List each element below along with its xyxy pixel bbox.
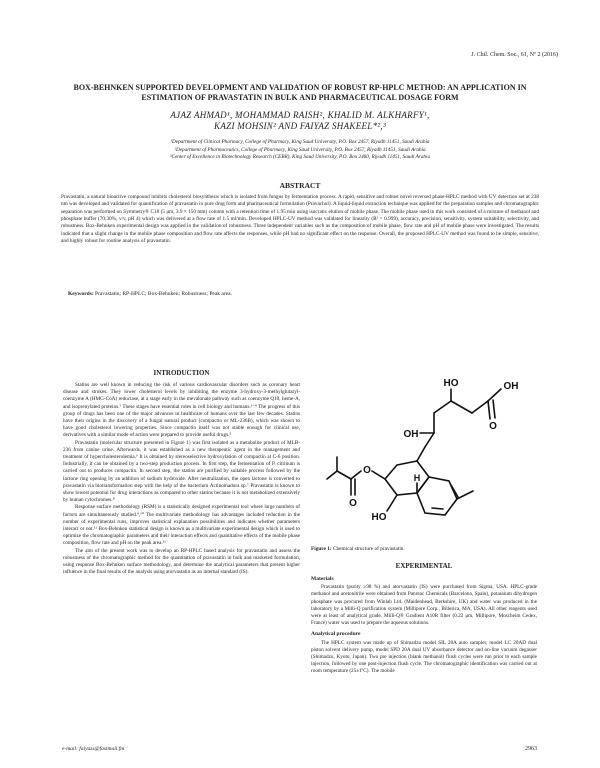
label-o-acid: O — [489, 421, 497, 432]
corresponding-email: e-mail: faiyazs@fastmail.fm — [62, 746, 125, 752]
introduction-body — [63, 382, 300, 576]
intro-paragraph: The aim of the present work was to develop an RP-HPLC based analysis for pravastatin and assess the robustness of the chromatographic method for the quantitation of pravastatin in bulk and marketed formulation, using response Box-Behnken surface methodology, and determine the analytical parameters that present higher influence in the final results of the analysis using atorvastatin as an internal standard (IS). — [63, 547, 300, 576]
paper-title: BOX-BEHNKEN SUPPORTED DEVELOPMENT AND VALIDATION OF ROBUST RP-HPLC METHOD: AN APPLICATION IN ESTIMATION OF PRAVASTATIN IN BULK AND PHARMACEUTICAL DOSAGE FORM — [73, 83, 527, 102]
intro-paragraph: Response surface methodology (RSM) is a statistically designed experimental tool where large numbers of factors are simultaneously studied.⁹,¹⁰ The multivariate methodology has advantages included reduction in the number of experimental runs, improves statistical explanation possibilities and indicates whether parameters interact or not.¹¹ Box-Behnken statistical design is known as a multivariate experimental design which is used to optimize the chromatographic parameters and their interaction effects and quantitative effects of the mobile phase composition, flow rate and pH on the peak area.¹¹ — [63, 504, 300, 547]
affiliations — [60, 139, 540, 162]
figure-caption-label: Figure 1: — [311, 546, 332, 552]
label-oh-ring: OH — [403, 429, 419, 440]
materials-paragraph: Pravastatin (purity ≥98 %) and atorvastatin (IS) were purchased from Sigma, USA. HPLC-grade methanol and acetonitrile were obtained from Panreac Chemicals (Barcelona, Spain), potassium dihydrogen phosphate was procured from Winlab Ltd. (Maidenhead, Berkshire, UK) and water was produced in the laboratory by a Milli-Q purification system (Millipore Corp., Billerica, MA, USA). All other reagents used were at least of analytical grade. Milli-Q® Gradient A10R filter (0.22 μm, Millipore, Moscheim Cedex, France) water was used to prepare the aqueous solutions. — [311, 584, 537, 627]
intro-paragraph: Statins are well known in reducing the risk of various cardiovascular disorders such as coronary heart disease and strokes. They lower cholesterol levels by inhibiting the enzyme 3-hydroxy-3-methylglutaryl-coenzyme A (HMG-CoA) reductase, at a stage early in the mevalonate pathway such as coenzyme Q10, heme-A, and isoprenylated proteins.¹ These stages have essential roles in cell biology and humans.²⁻⁴ The progress of this group of drugs has been one of the major advances in healthcare of humans over the last few decades. Statins have their origins in the discovery of a fungal natural product (compactin or ML-236B), which was shown to have good cholesterol lowering properties. Since compactin itself was not stable enough for clinical use, derivatives with a similar mode of action were prepared to provide useful drugs.⁵ — [63, 382, 300, 439]
label-ho-top: HO — [443, 378, 459, 389]
affiliation-2: ²Department of Pharmaceutics, College of Pharmacy, King Saud University, P.O. Box 2457, Riyadh 11451, Saudi Arabia — [174, 146, 426, 153]
label-oh-acid: OH — [503, 381, 519, 392]
keywords-label: Keywords: — [68, 291, 94, 297]
experimental-body — [311, 576, 537, 676]
label-o-ester: O — [363, 465, 371, 476]
abstract-heading: ABSTRACT — [279, 181, 321, 190]
figure-caption-text: Chemical structure of pravastatin. — [331, 546, 405, 552]
abstract-text: Pravastatin, a natural bioactive compound inhibits cholesterol biosynthesis which is isolated from fungus by fermentation process. A rapid, sensitive and robust novel reversed phase-HPLC method with UV detection set at 238 nm was developed and validated for quantification of pravastatin in pure drug form and pharmaceutical formulation (Pravachol). A liquid-liquid extraction technique was applied for the preparation samples and chromatographic separation was performed on Symmetry® C18 (5 μm, 3.9 × 150 mm) column with a retention time of 1.95 min using isocratic elution of mobile phase. The mobile phase used in this work consisted of a mixture of methanol and phosphate buffer (70:30%, v/v, pH 4) which was delivered at a flow rate of 1.5 ml/min. Developed HPLC-UV method was validated for linearity (R² = 0.999), accuracy, precision, sensitivity, system suitability, selectivity, and robustness. Box-Behnken experimental design was applied in the validation of robustness. Three independent variables such as the composition of mobile phase, flow rate and pH of mobile phase were investigated. The results indicated that a slight change in the mobile phase composition and flow rate affects the responses, while pH had no significant effect on the response. Overall, the proposed HPLC-UV method was found to be simple, sensitive, and highly robust for routine analysis of pravastatin. — [61, 194, 539, 245]
author-list — [60, 110, 540, 132]
pravastatin-structure-figure — [325, 375, 525, 540]
label-h-fusion: H — [413, 473, 421, 483]
experimental-heading: EXPERIMENTAL — [395, 562, 453, 570]
author-line-1: AJAZ AHMAD¹, MOHAMMAD RAISH², KHALID M. ALKHARFY¹, — [170, 110, 430, 120]
page-number: 2963 — [525, 746, 537, 752]
author-line-2: KAZI MOHSIN² AND FAIYAZ SHAKEEL*²,³ — [214, 121, 386, 131]
label-o-carbonyl: O — [349, 498, 357, 509]
journal-reference: J. Chil. Chem. Soc., 61, Nº 2 (2016) — [471, 52, 558, 58]
intro-paragraph: Pravastatin (molecular structure presented in Figure 1) was first isolated as a metabolite product of MLB-236 from canine urine. Afterwards, it was established as a new therapeutic agent in the management and treatment of hypercholesterolemia.⁶ It is obtained by stereoselective hydroxylation of compactin at C-6 position. Industrially, it can be obtained by a two-step production process. In first step, the fermentation of P. citrinum is carried out to produces compactin. In second step, the statins are purified by suitable process followed by the lactone ring opening by an addition of sodium hydroxide. After neutralization, the open lactone is converted to pravastatin via biotransformation step with the help of the bacterium Actinomadura sp.⁷ Pravastatin is known to show lowest potential for drug interactions as compared to other statins because it is not metabolized extensively by human cytochromes.⁸ — [63, 439, 300, 504]
introduction-heading: INTRODUCTION — [153, 369, 210, 377]
label-ho-bottom: HO — [371, 512, 387, 523]
affiliation-3: ³Center of Excellence in Biotechnology Research (CEBR), King Saud University, P.O. Box 2460, Riyadh 11451, Saudi Arabia — [169, 154, 431, 160]
analytical-procedure-heading: Analytical procedure — [311, 631, 361, 638]
keywords — [68, 291, 538, 297]
analytical-procedure-paragraph: The HPLC system was made up of Shimadzu model SIL 20A auto sampler, model LC 20AD dual piston solvent delivery pump, model SPD 20A dual UV absorbance detector and on-line vacuum degasser (Shimadzu, Kyoto, Japan). Two pre injection (blank methanol) flush cycles were run prior to each sample injection, followed by one post-injection flush cycle. The chromatographic identification was carried out at room temperature (25±1ºC). The mobile — [311, 639, 537, 675]
affiliation-1: ¹Department of Clinical Pharmacy, College of Pharmacy, King Saud University, P.O. Box 2457, Riyadh 11451, Saudi Arabia — [170, 139, 430, 145]
materials-heading: Materials — [311, 576, 334, 582]
figure-caption — [311, 546, 405, 552]
keywords-text: Pravastatin; RP-HPLC; Box-Behnken; Robustness; Peak area. — [93, 291, 232, 297]
